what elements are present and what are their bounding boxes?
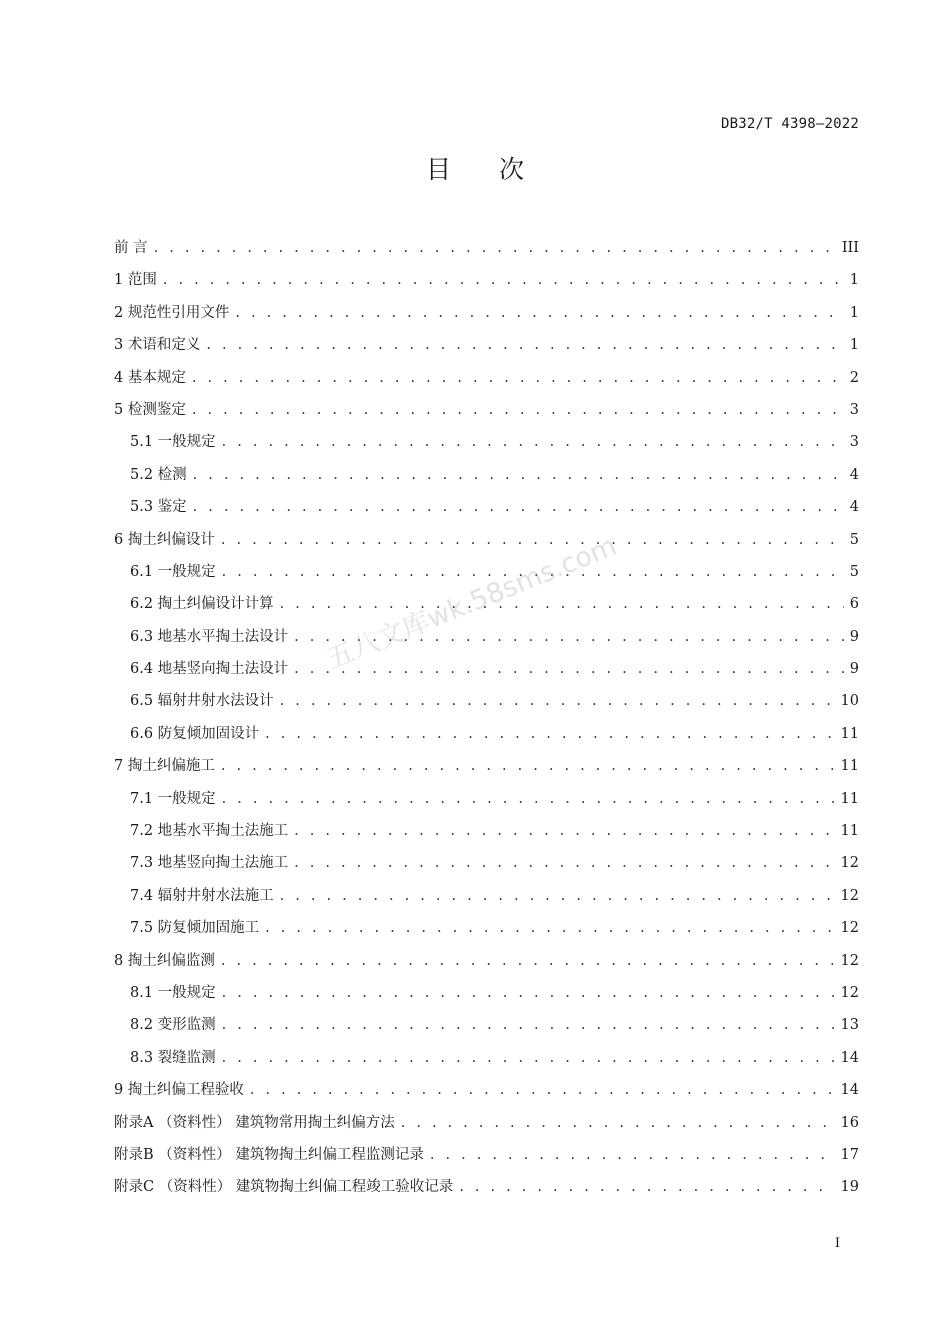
- toc-dot-leader: [222, 1009, 835, 1041]
- toc-entry[interactable]: [114, 232, 859, 264]
- toc-entry-label: 9 掏土纠偏工程验收: [114, 1082, 244, 1099]
- toc-dot-leader: [280, 685, 835, 717]
- toc-entry[interactable]: [114, 491, 859, 523]
- watermark: 五八文库wk.58sms.com: [322, 530, 622, 676]
- toc-entry-label: 6.2 掏土纠偏设计计算: [130, 596, 274, 613]
- toc-entry-label: 7.1 一般规定: [130, 790, 216, 807]
- toc-dot-leader: [430, 1139, 835, 1171]
- toc-dot-leader: [154, 232, 836, 264]
- toc-entry-page: 12: [840, 984, 859, 1001]
- toc-entry-page: 4: [849, 466, 859, 483]
- toc-dot-leader: [222, 426, 844, 458]
- toc-dot-leader: [235, 297, 843, 329]
- toc-dot-leader: [163, 264, 844, 296]
- toc-entry-page: 19: [840, 1179, 859, 1196]
- toc-entry[interactable]: [114, 718, 859, 750]
- toc-entry-page: 3: [849, 434, 859, 451]
- toc-dot-leader: [193, 459, 844, 491]
- document-code: DB32/T 4398—2022: [720, 116, 859, 132]
- toc-entry[interactable]: [114, 394, 859, 426]
- toc-dot-leader: [222, 977, 835, 1009]
- toc-entry-page: 1: [849, 304, 859, 321]
- toc-dot-leader: [265, 718, 834, 750]
- toc-dot-leader: [294, 621, 844, 653]
- toc-entry-page: 11: [840, 758, 859, 775]
- toc-entry-page: 4: [849, 499, 859, 516]
- toc-entry-page: 1: [849, 337, 859, 354]
- toc-entry[interactable]: [114, 783, 859, 815]
- toc-entry[interactable]: [114, 297, 859, 329]
- toc-entry-label: 前 言: [114, 240, 148, 256]
- toc-entry-label: 7.5 防复倾加固施工: [130, 920, 260, 937]
- toc-dot-leader: [294, 815, 834, 847]
- toc-entry-label: 8.1 一般规定: [130, 984, 216, 1001]
- toc-entry-label: 6.3 地基水平掏土法设计: [130, 628, 289, 645]
- toc-entry[interactable]: [114, 912, 859, 944]
- toc-entry-page: 9: [849, 661, 859, 678]
- toc-entry-label: 7 掏土纠偏施工: [114, 758, 215, 775]
- toc-entry[interactable]: [114, 880, 859, 912]
- toc-entry-label: 附录C （资料性） 建筑物掏土纠偏工程竣工验收记录: [114, 1179, 454, 1196]
- toc-dot-leader: [294, 847, 834, 879]
- toc-entry-label: 7.3 地基竖向掏土法施工: [130, 855, 289, 872]
- toc-dot-leader: [459, 1171, 834, 1203]
- toc-entry-page: 11: [840, 823, 859, 840]
- toc-entry-label: 3 术语和定义: [114, 337, 201, 354]
- toc-dot-leader: [221, 750, 835, 782]
- toc-dot-leader: [250, 1074, 835, 1106]
- toc-entry[interactable]: [114, 524, 859, 556]
- toc-entry-page: 12: [840, 952, 859, 969]
- toc-entry[interactable]: [114, 1074, 859, 1106]
- toc-entry-page: 13: [840, 1017, 859, 1034]
- toc-entry-page: 3: [849, 401, 859, 418]
- toc-entry-page: 6: [849, 596, 859, 613]
- toc-entry-label: 附录A （资料性） 建筑物常用掏土纠偏方法: [114, 1114, 395, 1131]
- toc-entry-page: 14: [840, 1082, 859, 1099]
- table-of-contents: [114, 232, 859, 1204]
- toc-entry-page: 2: [849, 369, 859, 386]
- toc-entry[interactable]: [114, 426, 859, 458]
- toc-entry-page: 11: [840, 725, 859, 742]
- toc-dot-leader: [280, 880, 835, 912]
- toc-entry-page: 9: [849, 628, 859, 645]
- toc-entry-label: 7.2 地基水平掏土法施工: [130, 823, 289, 840]
- toc-entry-label: 8 掏土纠偏监测: [114, 952, 215, 969]
- toc-dot-leader: [265, 912, 834, 944]
- toc-entry-page: 12: [840, 920, 859, 937]
- toc-entry[interactable]: [114, 556, 859, 588]
- toc-entry-label: 4 基本规定: [114, 369, 186, 386]
- toc-entry-label: 7.4 辐射井射水法施工: [130, 887, 274, 904]
- toc-entry-label: 8.3 裂缝监测: [130, 1049, 216, 1066]
- toc-entry[interactable]: [114, 362, 859, 394]
- toc-dot-leader: [222, 556, 844, 588]
- toc-entry-page: 12: [840, 855, 859, 872]
- toc-entry-label: 6 掏土纠偏设计: [114, 531, 215, 548]
- toc-entry[interactable]: [114, 977, 859, 1009]
- toc-entry[interactable]: [114, 588, 859, 620]
- toc-entry-page: 10: [840, 693, 859, 710]
- toc-entry-page: 16: [840, 1114, 859, 1131]
- toc-entry-label: 2 规范性引用文件: [114, 304, 230, 321]
- toc-entry[interactable]: [114, 264, 859, 296]
- toc-entry-page: 12: [840, 887, 859, 904]
- toc-entry-page: 14: [840, 1049, 859, 1066]
- toc-entry-label: 8.2 变形监测: [130, 1017, 216, 1034]
- toc-entry[interactable]: [114, 1171, 859, 1203]
- toc-entry[interactable]: [114, 750, 859, 782]
- toc-dot-leader: [280, 588, 844, 620]
- toc-dot-leader: [294, 653, 844, 685]
- toc-dot-leader: [221, 524, 844, 556]
- toc-dot-leader: [221, 945, 835, 977]
- toc-entry-page: 11: [840, 790, 859, 807]
- toc-entry[interactable]: [114, 1139, 859, 1171]
- toc-dot-leader: [222, 783, 835, 815]
- toc-entry-label: 附录B （资料性） 建筑物掏土纠偏工程监测记录: [114, 1146, 424, 1163]
- toc-entry[interactable]: [114, 621, 859, 653]
- toc-entry[interactable]: [114, 653, 859, 685]
- toc-entry-page: 5: [849, 563, 859, 580]
- toc-entry[interactable]: [114, 1107, 859, 1139]
- toc-entry[interactable]: [114, 847, 859, 879]
- toc-entry-page: III: [841, 240, 859, 256]
- toc-dot-leader: [192, 394, 844, 426]
- toc-entry-page: 17: [840, 1146, 859, 1163]
- toc-dot-leader: [222, 1042, 835, 1074]
- toc-entry-page: 5: [849, 531, 859, 548]
- toc-entry[interactable]: [114, 329, 859, 361]
- toc-entry-label: 1 范围: [114, 272, 157, 289]
- toc-entry[interactable]: [114, 459, 859, 491]
- toc-entry-label: 6.1 一般规定: [130, 563, 216, 580]
- page-title: 目 次: [426, 155, 544, 184]
- toc-dot-leader: [206, 329, 843, 361]
- toc-entry[interactable]: [114, 1042, 859, 1074]
- toc-entry-label: 5.2 检测: [130, 466, 187, 483]
- toc-entry-page: 1: [849, 272, 859, 289]
- toc-entry-label: 6.4 地基竖向掏土法设计: [130, 661, 289, 678]
- toc-entry-label: 5.3 鉴定: [130, 499, 187, 516]
- toc-entry-label: 5.1 一般规定: [130, 434, 216, 451]
- toc-dot-leader: [193, 491, 844, 523]
- page-number: I: [834, 1236, 840, 1251]
- toc-entry[interactable]: [114, 685, 859, 717]
- toc-entry[interactable]: [114, 815, 859, 847]
- toc-entry[interactable]: [114, 1009, 859, 1041]
- toc-entry-label: 6.6 防复倾加固设计: [130, 725, 260, 742]
- toc-entry-label: 6.5 辐射井射水法设计: [130, 693, 274, 710]
- toc-entry[interactable]: [114, 945, 859, 977]
- toc-entry-label: 5 检测鉴定: [114, 401, 186, 418]
- toc-dot-leader: [192, 362, 844, 394]
- toc-dot-leader: [401, 1107, 835, 1139]
